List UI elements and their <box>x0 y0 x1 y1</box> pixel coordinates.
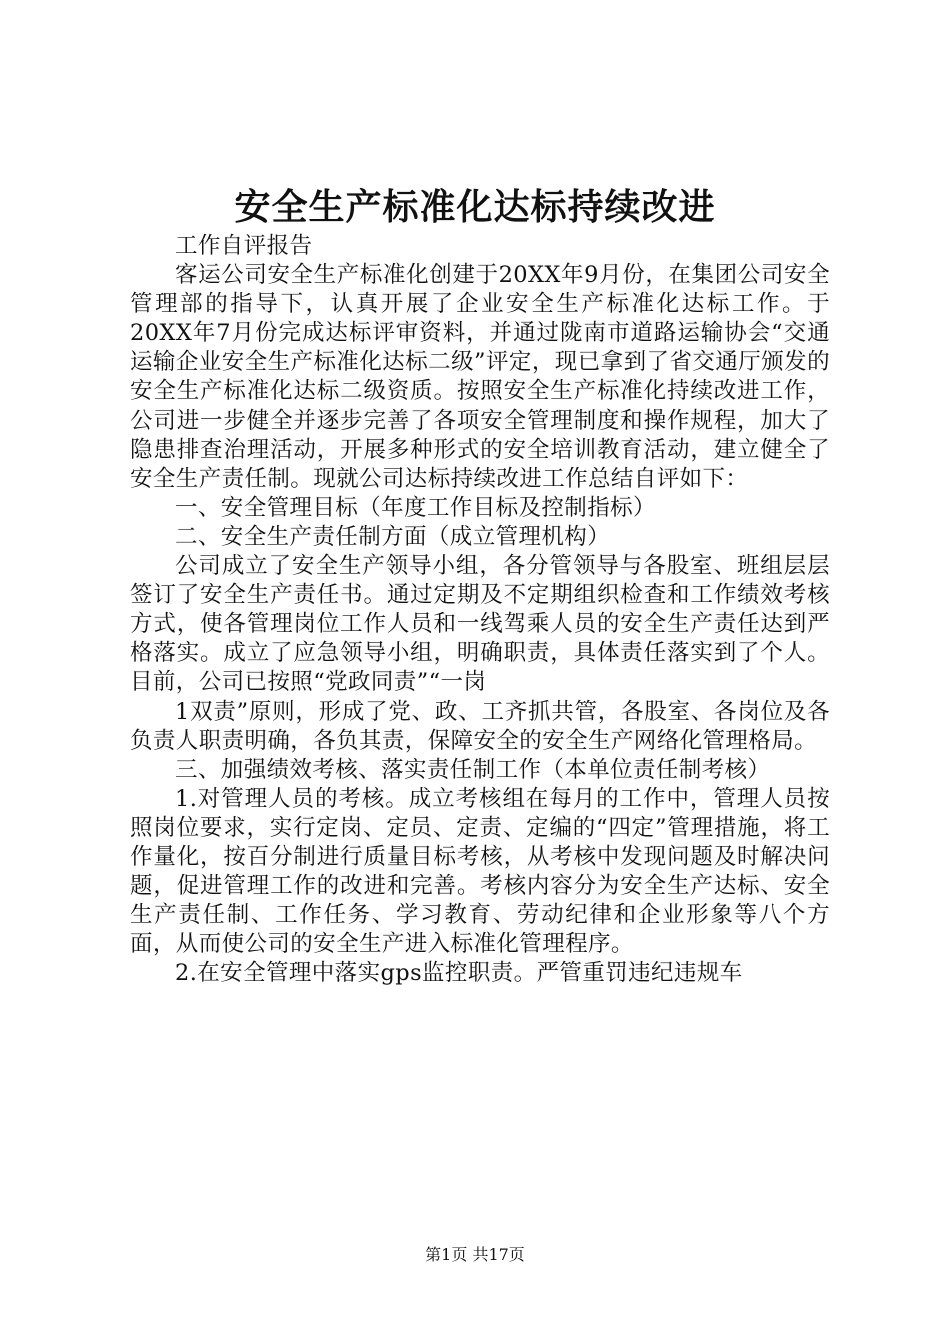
intro-paragraph: 客运公司安全生产标准化创建于20XX年9月份，在集团公司安全管理部的指导下，认真开展了企业安全生产标准化达标工作。于20XX年7月份完成达标评审资料，并通过陇南市道路运输协会“交通运输企业安全生产标准化达标二级”评定，现已拿到了省交通厅颁发的安全生产标准化达标二级资质。按照安全生产标准化持续改进工作，公司进一步健全并逐步完善了各项安全管理制度和操作规程，加大了隐患排查治理活动，开展多种形式的安全培训教育活动，建立健全了安全生产责任制。现就公司达标持续改进工作总结自评如下： <box>130 262 830 492</box>
dual-responsibility-paragraph: 1双责”原则，形成了党、政、工齐抓共管，各股室、各岗位及各负责人职责明确，各负其责，保障安全的安全生产网络化管理格局。 <box>130 698 830 754</box>
document-body <box>130 232 830 988</box>
section-heading-3: 三、加强绩效考核、落实责任制工作（本单位责任制考核） <box>175 756 771 783</box>
responsibility-paragraph: 公司成立了安全生产领导小组，各分管领导与各股室、班组层层签订了安全生产责任书。通过定期及不定期组织检查和工作绩效考核方式，使各管理岗位工作人员和一线驾乘人员的安全生产责任达到严格落实。成立了应急领导小组，明确职责，具体责任落实到了个人。目前，公司已按照“党政同责”“一岗 <box>130 553 830 696</box>
management-assessment-paragraph: 1.对管理人员的考核。成立考核组在每月的工作中，管理人员按照岗位要求，实行定岗、定员、定责、定编的“四定”管理措施，将工作量化，按百分制进行质量目标考核，从考核中发现问题及时解决问题，促进管理工作的改进和完善。考核内容分为安全生产达标、安全生产责任制、工作任务、学习教育、劳动纪律和企业形象等八个方面，从而使公司的安全生产进入标准化管理程序。 <box>130 785 830 958</box>
gps-monitoring-paragraph: 2.在安全管理中落实gps监控职责。严管重罚违纪违规车 <box>175 960 743 987</box>
section-heading-2: 二、安全生产责任制方面（成立管理机构） <box>175 523 611 550</box>
section-heading-1: 一、安全管理目标（年度工作目标及控制指标） <box>175 494 656 521</box>
subtitle-paragraph: 工作自评报告 <box>175 233 313 259</box>
page-number-footer: 第1页 共17页 <box>425 1245 525 1264</box>
document-title: 安全生产标准化达标持续改进 <box>234 187 716 228</box>
